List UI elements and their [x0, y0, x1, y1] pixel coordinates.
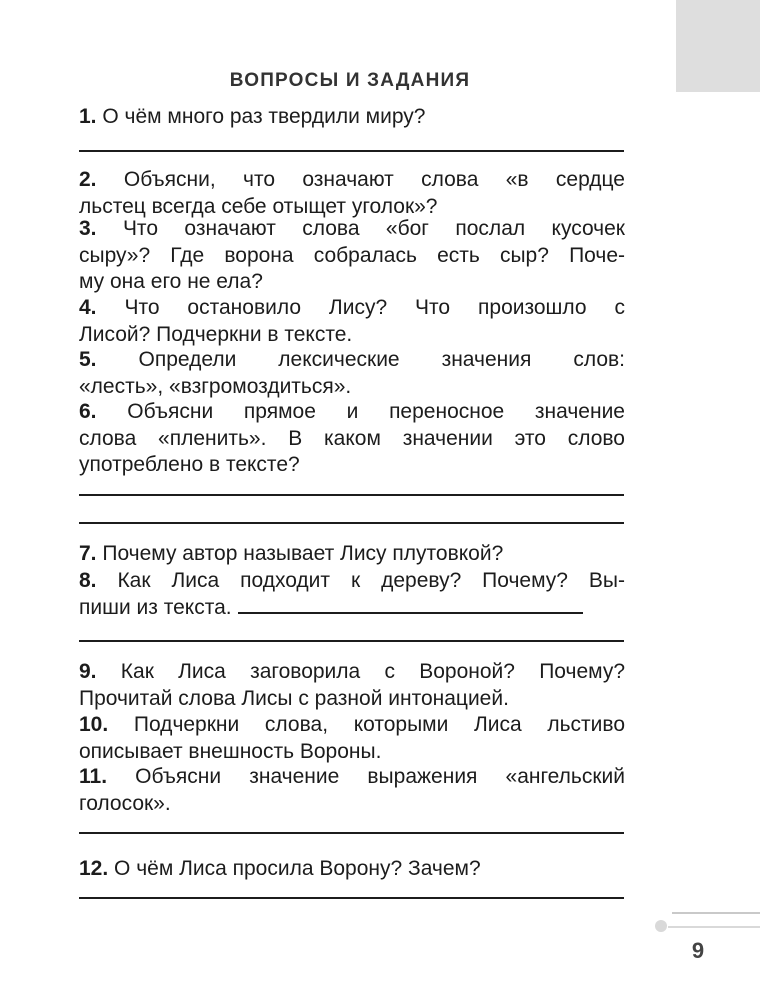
- answer-line[interactable]: [79, 897, 624, 899]
- question-3: 3. Что означают слова «бог послал кусочек сыру»? Где ворона собралась есть сыр? Поче- му она его не ела?: [79, 217, 625, 293]
- answer-line[interactable]: [79, 150, 624, 152]
- question-4: 4. Что остановило Лису? Что произошло с Лисой? Подчеркни в тексте.: [79, 296, 625, 346]
- question-12: 12. О чём Лиса просила Ворону? Зачем?: [79, 857, 481, 880]
- answer-line[interactable]: [79, 640, 624, 642]
- page-decoration-line: [668, 926, 760, 928]
- question-10: 10. Подчеркни слова, которыми Лиса льстиво описывает внешность Вороны.: [79, 713, 625, 763]
- question-2: 2. Объясни, что означают слова «в сердце льстец всегда себе отыщет уголок»?: [79, 168, 625, 218]
- section-heading: ВОПРОСЫ И ЗАДАНИЯ: [229, 70, 471, 91]
- page-decoration-line: [672, 912, 760, 914]
- answer-line-inline[interactable]: [238, 611, 583, 614]
- question-1: 1. О чём много раз твердили миру?: [79, 105, 426, 128]
- question-8: 8. Как Лиса подходит к дереву? Почему? Вы- пиши из текста.: [79, 569, 625, 619]
- answer-line[interactable]: [79, 832, 624, 834]
- page-number: 9: [691, 938, 705, 963]
- page-decoration-dot: [655, 920, 667, 932]
- answer-line[interactable]: [79, 522, 624, 524]
- question-7: 7. Почему автор называет Лису плутовкой?: [79, 542, 504, 565]
- question-11: 11. Объясни значение выражения «ангельский голосок».: [79, 765, 625, 815]
- question-5: 5. Определи лексические значения слов: «лесть», «взгромоздиться».: [79, 348, 625, 398]
- answer-line[interactable]: [79, 494, 624, 496]
- question-9: 9. Как Лиса заговорила с Вороной? Почему? Прочитай слова Лисы с разной интонацией.: [79, 660, 625, 710]
- question-6: 6. Объясни прямое и переносное значение слова «пленить». В каком значении это слово употреблено в тексте?: [79, 400, 625, 476]
